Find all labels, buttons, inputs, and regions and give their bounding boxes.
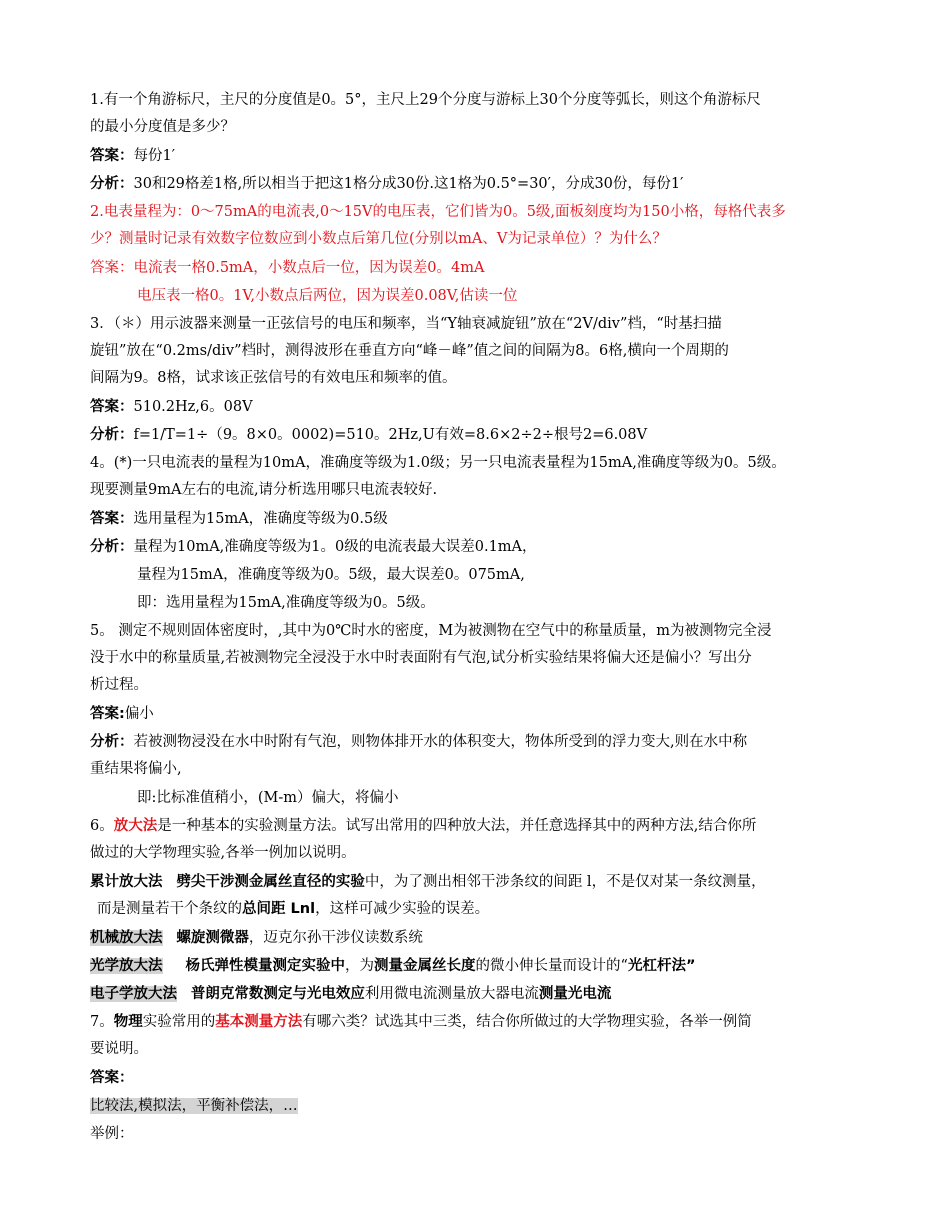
- q4-line2: 现要测量9mA左右的电流,请分析选用哪只电流表较好.: [90, 482, 438, 498]
- optical-text: ，为: [345, 958, 375, 974]
- q2-answer: [90, 258, 484, 278]
- optical-bold-2: 测量金属丝长度: [374, 958, 476, 974]
- micrometer: 螺旋测微器: [176, 930, 249, 946]
- photocurrent: 测量光电流: [538, 986, 612, 1002]
- q4-analysis-line3: 即：选用量程为15mA,准确度等级为0。5级。: [137, 595, 435, 611]
- q3-line1: 3．（＊）用示波器来测量一正弦信号的电压和频率，当“Y轴衰减旋钮”放在“2V/div”档，“时基扫描: [90, 316, 722, 332]
- mechanical-text: ，迈克尔孙干涉仪读数系统: [248, 930, 423, 946]
- optical-text-2: 的微小伸长量而设计的“: [475, 958, 628, 974]
- answer-text: 偏小: [124, 706, 154, 722]
- q3-line2: 旋钮”放在“0.2ms/div”档时，测得波形在垂直方向“峰－峰”值之间的间隔为8。6格,横向一个周期的: [90, 343, 729, 359]
- analysis-label: 分析：: [90, 539, 134, 555]
- optical-label: 光学放大法: [90, 958, 163, 974]
- q6-text: 是一种基本的实验测量方法。试写出常用的四种放大法，并任意选择其中的两种方法,结合你所: [157, 818, 757, 834]
- q7-keyword-physics: 物理: [113, 1014, 143, 1030]
- q7-text: 实验常用的: [142, 1014, 216, 1030]
- q3-line3: 间隔为9。8格，试求该正弦信号的有效电压和频率的值。: [90, 370, 457, 386]
- q7-line1: [90, 1012, 752, 1032]
- answer-text: 选用量程为15mA，准确度等级为0.5级: [133, 511, 388, 527]
- cumulative-experiment: 劈尖干涉测金属丝直径的实验: [176, 874, 365, 890]
- analysis-label: 分析：: [90, 176, 134, 192]
- analysis-text: 30和29格差1格,所以相当于把这1格分成30份.这1格为0.5°=30′，分成30份，每份1′: [133, 176, 684, 192]
- q2-line2: 少？测量时记录有效数字位数应到小数点后第几位(分别以mA、V为记录单位）？为什么？: [90, 231, 667, 247]
- q7-example: 举例：: [90, 1126, 134, 1142]
- q6-keyword: 放大法: [113, 818, 158, 834]
- q6-mechanical: [90, 928, 423, 948]
- q4-analysis: [90, 537, 537, 557]
- q4-analysis-line2: 量程为15mA，准确度等级为0。5级，最大误差0。075mA,: [137, 567, 525, 583]
- q5-analysis: [90, 732, 747, 752]
- q4-answer: [90, 509, 388, 529]
- answer-label: 答案：: [90, 399, 134, 415]
- q5-analysis-line2: 重结果将偏小,: [90, 761, 182, 777]
- q6-optical: [90, 956, 696, 976]
- answer-text: 电流表一格0.5mA，小数点后一位，因为误差0。4mA: [133, 260, 485, 276]
- q7-answer-text: 比较法,模拟法，平衡补偿法，…: [90, 1098, 298, 1114]
- analysis-text: f=1/T=1÷（9。8×0。0002)=510。2Hz,U有效=8.6×2÷2÷根号2=6.08V: [133, 427, 648, 443]
- electronic-label: 电子学放大法: [90, 986, 177, 1002]
- analysis-label: 分析：: [90, 734, 134, 750]
- answer-text: 每份1′: [133, 148, 176, 164]
- q7-answer-label: 答案：: [90, 1070, 134, 1086]
- q2-answer-line2: 电压表一格0。1V,小数点后两位，因为误差0.08V,估读一位: [137, 288, 518, 304]
- analysis-label: 分析：: [90, 427, 134, 443]
- electronic-text: 利用微电流测量放大器电流: [364, 986, 539, 1002]
- electronic-experiment: 普朗克常数测定与光电效应: [190, 986, 365, 1002]
- answer-text: 510.2Hz,6。08V: [133, 399, 253, 415]
- total-spacing: 总间距 Lnl: [242, 901, 316, 917]
- analysis-text: 若被测物浸没在水中时附有气泡，则物体排开水的体积变大，物体所受到的浮力变大,则在水中称: [133, 734, 748, 750]
- answer-label: 答案:: [90, 706, 125, 722]
- q5-line3: 析过程。: [90, 677, 148, 693]
- q3-answer: [90, 397, 253, 417]
- optical-experiment: 杨氏弹性模量测定实验中: [185, 958, 346, 974]
- q5-line2: 没于水中的称量质量,若被测物完全浸没于水中时表面附有气泡,试分析实验结果将偏大还是偏小？写出分: [90, 650, 752, 666]
- optical-lever-method: 光杠杆法”: [627, 958, 696, 974]
- q1-line2: 的最小分度值是多少？: [90, 119, 235, 135]
- q7-text-2: 有哪六类？试选其中三类，结合你所做过的大学物理实验，各举一例简: [302, 1014, 752, 1030]
- q6-electronic: [90, 984, 611, 1004]
- analysis-text: 量程为10mA,准确度等级为1。0级的电流表最大误差0.1mA，: [133, 539, 537, 555]
- q5-analysis-line3: 即:比标准值稍小，(M-m）偏大，将偏小: [137, 790, 399, 806]
- q6-line2: 做过的大学物理实验,各举一例加以说明。: [90, 845, 356, 861]
- answer-label: 答案：: [90, 260, 134, 276]
- q6-cumulative-line2: [97, 899, 489, 919]
- answer-label: 答案：: [90, 148, 134, 164]
- q4-line1: 4。(*)一只电流表的量程为10mA，准确度等级为1.0级；另一只电流表量程为15mA,准确度等级为0。5级。: [90, 455, 786, 471]
- cumulative-text: 中，为了测出相邻干涉条纹的间距 l，不是仅对某一条纹测量，: [364, 874, 766, 890]
- q3-analysis: [90, 425, 647, 445]
- q1-answer: [90, 146, 175, 166]
- q7-answer: [90, 1096, 298, 1116]
- cumulative-text-2: 而是测量若干个条纹的: [97, 901, 242, 917]
- mechanical-label: 机械放大法: [90, 930, 163, 946]
- cumulative-label: 累计放大法: [90, 874, 163, 890]
- q6-cumulative: [90, 872, 766, 892]
- q1-analysis: [90, 174, 683, 194]
- q5-answer: [90, 704, 154, 724]
- q6-line1: [90, 816, 756, 836]
- cumulative-text-3: ，这样可减少实验的误差。: [315, 901, 490, 917]
- q7-number: 7。: [90, 1014, 114, 1030]
- q2-line1: 2.电表量程为：0～75mA的电流表,0～15V的电压表，它们皆为0。5级,面板刻度均为150小格，每格代表多: [90, 204, 786, 220]
- q1-line1: 1.有一个角游标尺，主尺的分度值是0。5°，主尺上29个分度与游标上30个分度等弧长，则这个角游标尺: [90, 92, 761, 108]
- answer-label: 答案：: [90, 511, 134, 527]
- q6-number: 6。: [90, 818, 114, 834]
- q5-line1: 5。 测定不规则固体密度时，,其中为0℃时水的密度，M为被测物在空气中的称量质量，m为被测物完全浸: [90, 623, 772, 639]
- q7-line2: 要说明。: [90, 1041, 148, 1057]
- q7-keyword-methods: 基本测量方法: [215, 1014, 303, 1030]
